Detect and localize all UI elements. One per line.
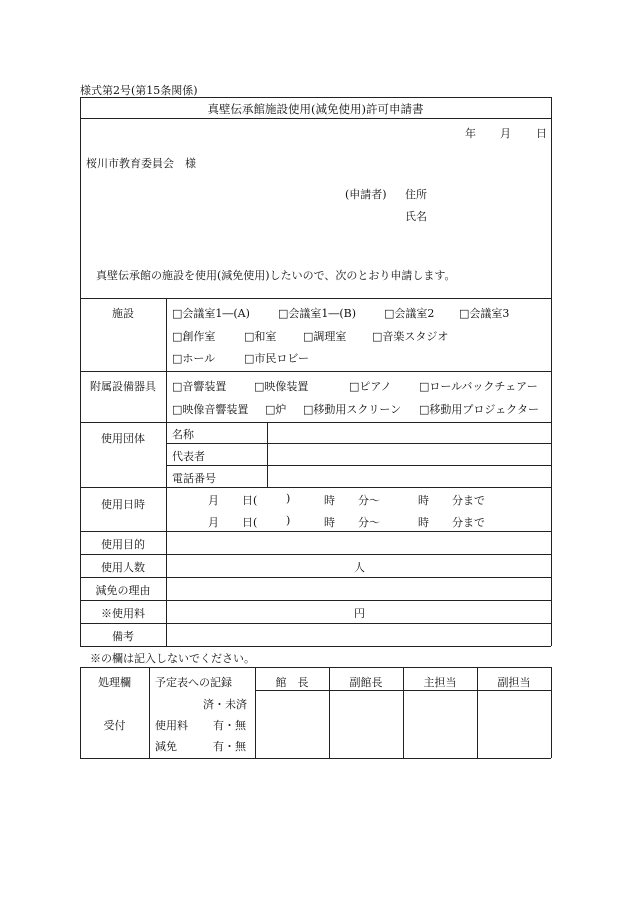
equipment-option[interactable]: □ロールバックチェアー	[419, 380, 538, 393]
role-sub-staff: 副担当	[497, 676, 531, 689]
facility-option[interactable]: □会議室1―(A)	[172, 307, 250, 320]
facility-option[interactable]: □ホール	[172, 352, 216, 365]
schedule-status: 済・未済	[203, 698, 247, 711]
applicant-label: (申請者)	[345, 188, 387, 201]
role-director: 館 長	[275, 676, 309, 689]
role-vice-director: 副館長	[349, 676, 383, 689]
table-bottom-border	[80, 646, 551, 647]
datetime-hour2: 時	[418, 494, 429, 507]
datetime-close: )	[286, 492, 291, 505]
datetime-hour: 時	[324, 494, 335, 507]
purpose-label: 使用目的	[101, 538, 145, 551]
addressee: 桜川市教育委員会 様	[86, 157, 196, 170]
group-label: 使用団体	[101, 432, 145, 445]
datetime-minute-to: 分まで	[452, 516, 485, 529]
role-main-staff: 主担当	[423, 676, 457, 689]
table-top-border	[80, 97, 551, 98]
date-day: 日	[536, 127, 547, 140]
application-statement: 真壁伝承館の施設を使用(減免使用)したいので、次のとおり申請します。	[96, 269, 456, 282]
date-month: 月	[500, 127, 511, 140]
reception-label: 受付	[103, 719, 126, 732]
facility-option[interactable]: □音楽スタジオ	[372, 330, 449, 343]
datetime-minute-from: 分～	[358, 516, 380, 529]
facilities-label: 施設	[112, 307, 134, 320]
datetime-minute-to: 分まで	[452, 494, 485, 507]
datetime-label: 使用日時	[101, 498, 145, 511]
processing-label: 処理欄	[98, 676, 131, 689]
equipment-option[interactable]: □映像音響装置	[172, 403, 249, 416]
reduction-label: 減免の理由	[95, 584, 151, 597]
group-name-label: 名称	[172, 428, 194, 441]
office-reduce-label: 減免	[155, 740, 177, 753]
form-number: 様式第2号(第15条関係)	[80, 84, 198, 97]
applicant-name-label: 氏名	[405, 210, 427, 223]
people-unit: 人	[354, 561, 365, 574]
datetime-close: )	[286, 514, 291, 527]
datetime-month: 月	[208, 516, 219, 529]
facility-option[interactable]: □調理室	[303, 330, 347, 343]
equipment-option[interactable]: □移動用プロジェクター	[419, 403, 539, 416]
datetime-day: 日(	[242, 516, 258, 529]
remarks-label: 備考	[112, 630, 134, 643]
form-title: 真壁伝承館施設使用(減免使用)許可申請書	[207, 102, 424, 116]
datetime-hour: 時	[324, 516, 335, 529]
office-fee-label: 使用料	[155, 719, 188, 732]
facility-option[interactable]: □会議室3	[459, 307, 510, 320]
applicant-address-label: 住所	[405, 188, 427, 201]
facility-option[interactable]: □和室	[244, 330, 277, 343]
facility-option[interactable]: □会議室1―(B)	[278, 307, 357, 320]
group-phone-label: 電話番号	[172, 472, 216, 485]
datetime-month: 月	[208, 494, 219, 507]
equipment-option[interactable]: □ピアノ	[349, 380, 392, 393]
equipment-label: 附属設備器具	[90, 380, 156, 393]
schedule-label: 予定表への記録	[155, 676, 232, 689]
equipment-option[interactable]: □移動用スクリーン	[303, 403, 402, 416]
datetime-hour2: 時	[418, 516, 429, 529]
group-representative-label: 代表者	[172, 450, 205, 463]
facility-option[interactable]: □創作室	[172, 330, 216, 343]
office-fee-value: 有・無	[213, 719, 246, 732]
equipment-option[interactable]: □炉	[265, 403, 287, 416]
office-reduce-value: 有・無	[213, 740, 246, 753]
equipment-option[interactable]: □音響装置	[172, 380, 227, 393]
fee-unit: 円	[354, 607, 365, 620]
datetime-minute-from: 分～	[358, 494, 380, 507]
date-year: 年	[465, 127, 476, 140]
facility-option[interactable]: □市民ロビー	[244, 352, 309, 365]
people-label: 使用人数	[101, 561, 145, 574]
fee-label: ※使用料	[101, 607, 145, 620]
datetime-day: 日(	[242, 494, 258, 507]
equipment-option[interactable]: □映像装置	[254, 380, 309, 393]
note: ※の欄は記入しないでください。	[90, 652, 255, 665]
facility-option[interactable]: □会議室2	[384, 307, 435, 320]
